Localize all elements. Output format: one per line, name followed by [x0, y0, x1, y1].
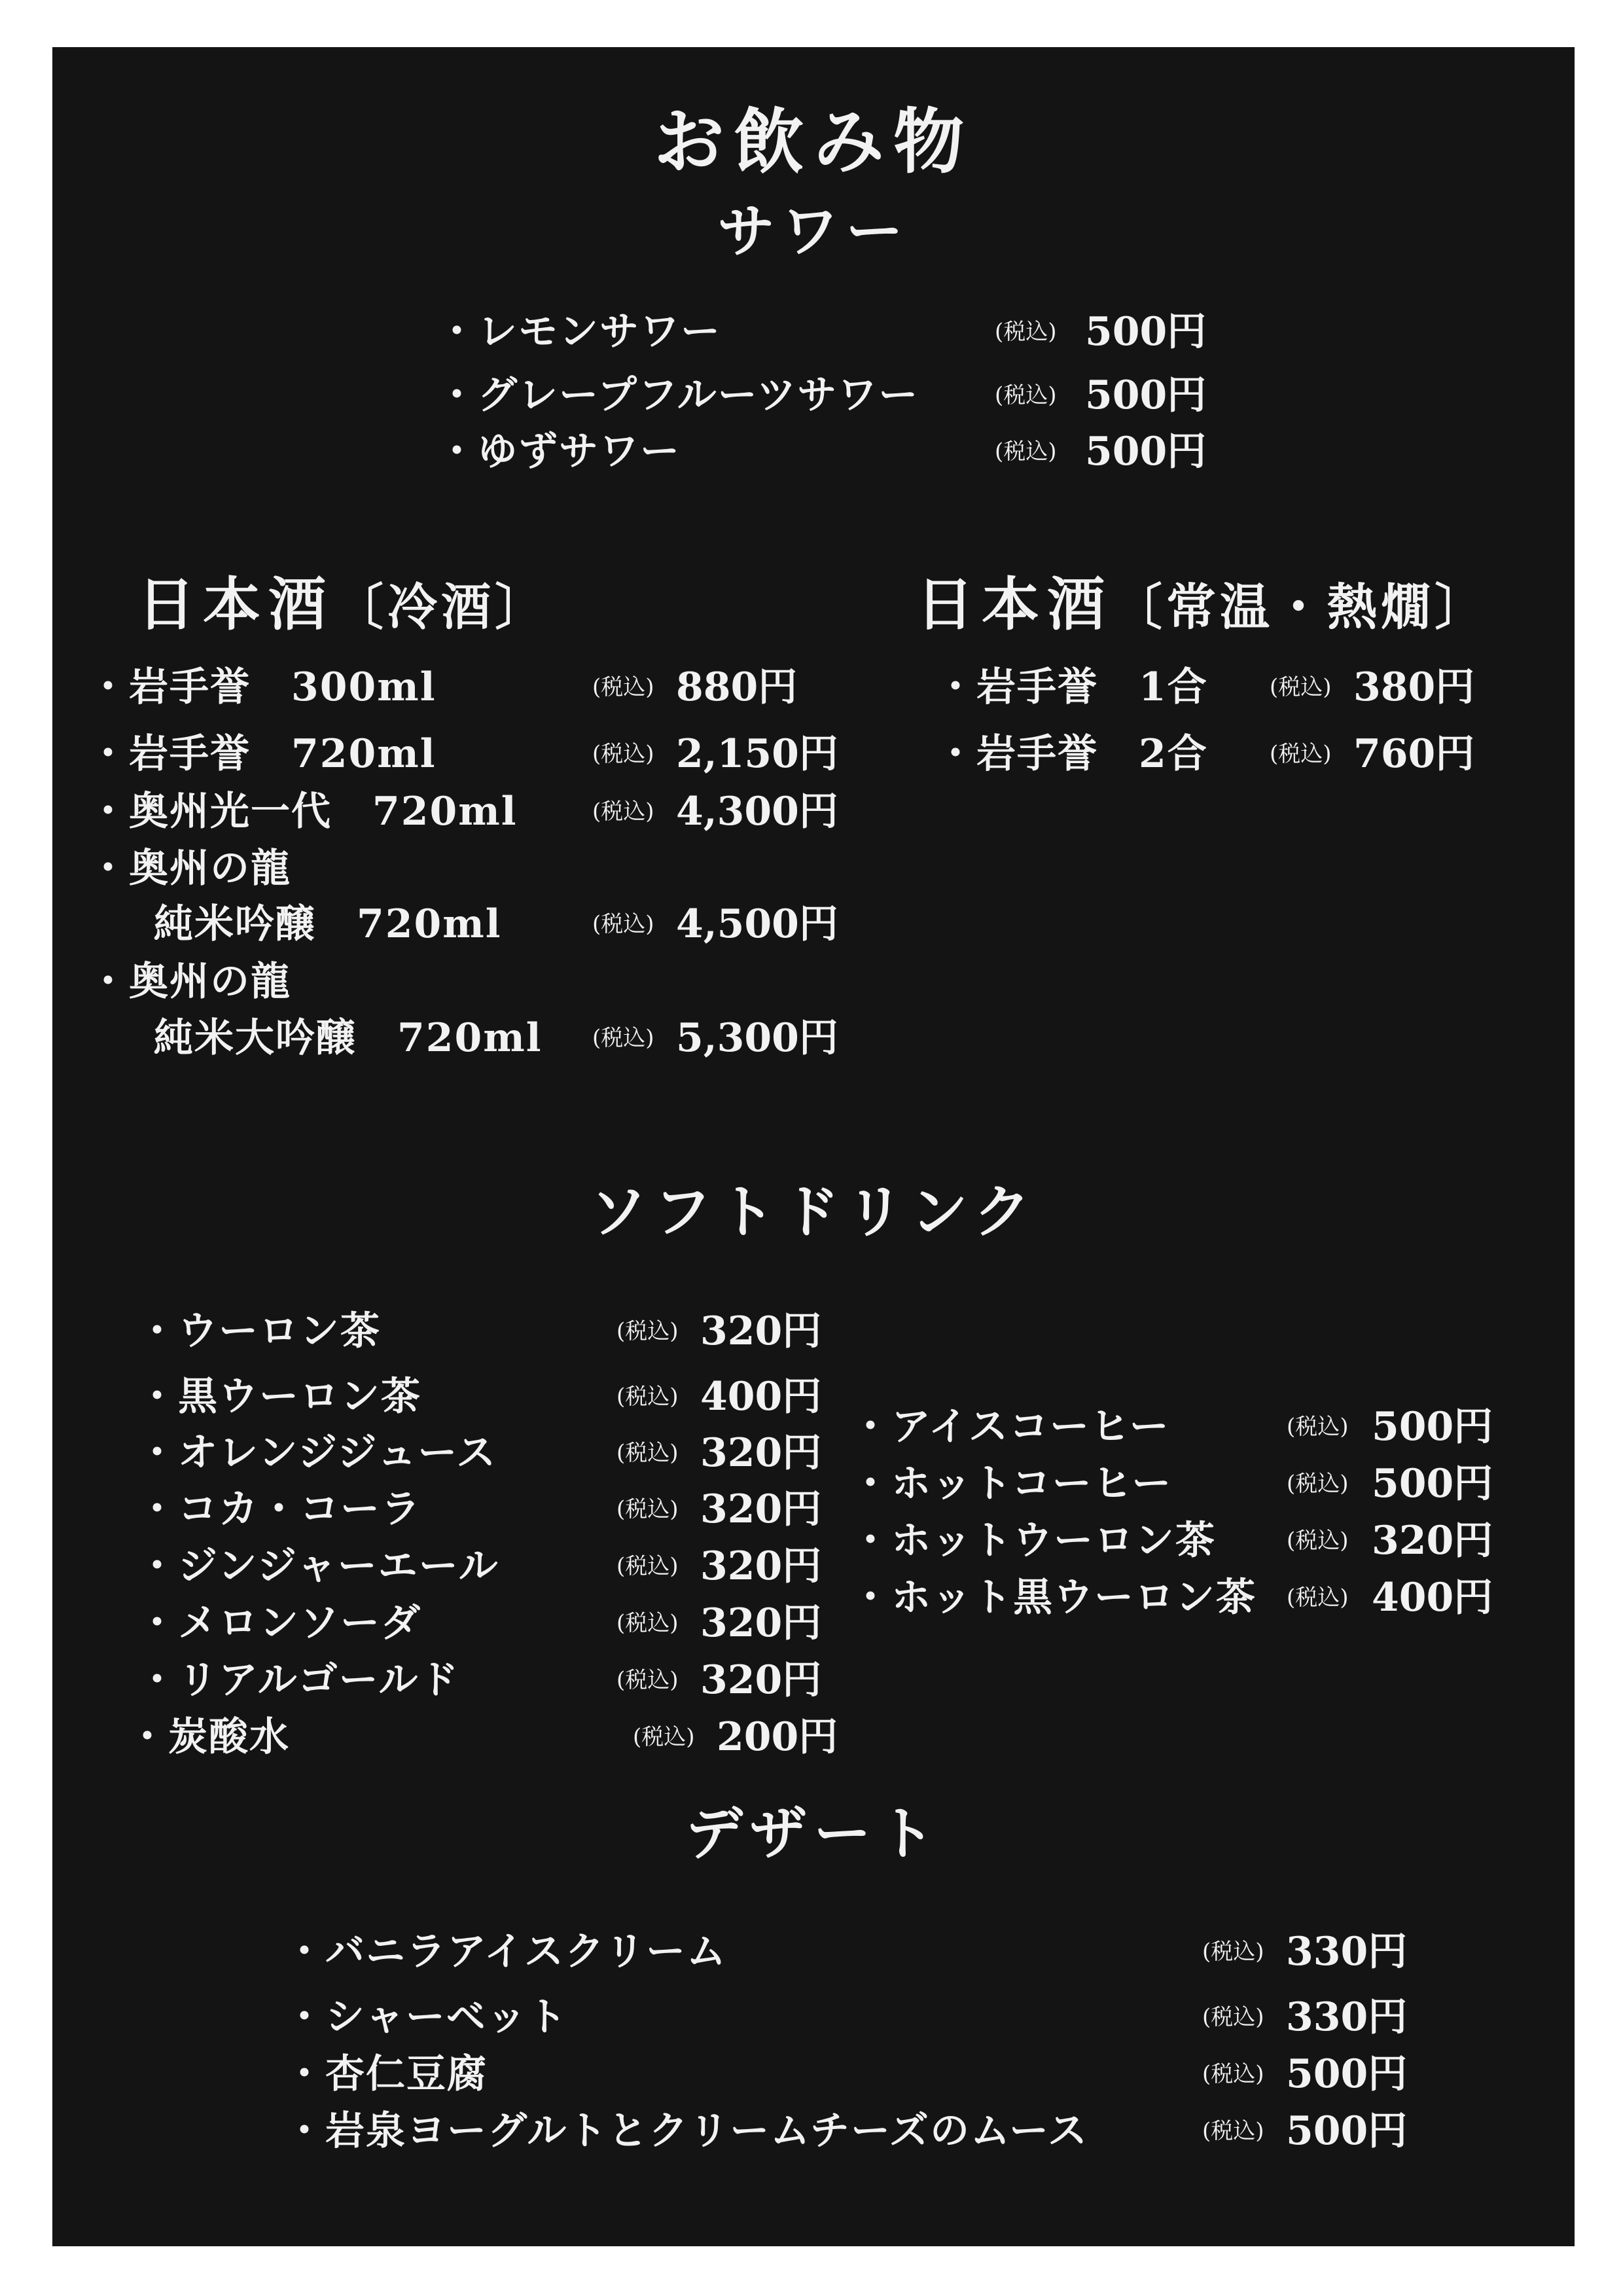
item-name: ・奥州の龍 [88, 846, 291, 891]
item-price: 330円 [1286, 1929, 1408, 1975]
item-price: 320円 [700, 1308, 822, 1354]
sake-cold-subtitle: 〔冷酒〕 [334, 578, 549, 636]
list-item [851, 1401, 1558, 1453]
item-name: ・奥州光一代 720ml [88, 789, 518, 834]
sour-heading: サワー [717, 197, 910, 265]
tax-label: (税込) [1287, 1528, 1349, 1554]
list-item [88, 956, 808, 1008]
list-item [137, 1540, 857, 1592]
list-item [285, 1926, 1528, 1978]
list-item [137, 1305, 857, 1357]
list-item [437, 425, 1288, 478]
item-price: 200円 [717, 1714, 838, 1760]
tax-label: (税込) [616, 1440, 679, 1466]
tax-label: (税込) [616, 1667, 679, 1693]
item-price: 400円 [1372, 1575, 1493, 1621]
item-price: 380円 [1353, 664, 1475, 710]
item-price: 320円 [700, 1543, 822, 1589]
list-item [88, 842, 808, 895]
item-name: ・バニラアイスクリーム [285, 1929, 727, 1975]
item-name: ・オレンジジュース [137, 1430, 497, 1476]
item-name: ・ゆずサワー [437, 429, 681, 475]
item-name: ・メロンソーダ [137, 1600, 421, 1646]
list-item [851, 1515, 1558, 1567]
item-name: ・リアルゴールド [137, 1657, 460, 1703]
tax-label: (税込) [1287, 1471, 1349, 1497]
tax-label: (税込) [616, 1384, 679, 1410]
item-price: 4,300円 [676, 789, 838, 834]
tax-label: (税込) [592, 911, 654, 937]
item-price: 4,500円 [676, 901, 838, 947]
item-name: ・岩手誉 300ml [88, 664, 437, 710]
list-item [285, 2105, 1528, 2157]
tax-label: (税込) [616, 1553, 679, 1579]
item-price: 320円 [1372, 1518, 1493, 1564]
item-name: ・レモンサワー [437, 309, 721, 355]
list-item [936, 661, 1558, 713]
list-item [851, 1571, 1558, 1624]
list-item [128, 1711, 847, 1763]
item-name: 純米吟醸 720ml [154, 901, 502, 947]
tax-label: (税込) [592, 1025, 654, 1051]
sake-warm-subtitle: 〔常温・熱燗〕 [1113, 578, 1489, 636]
item-price: 320円 [700, 1657, 822, 1703]
tax-label: (税込) [616, 1318, 679, 1344]
item-name: ・奥州の龍 [88, 959, 291, 1005]
list-item [936, 728, 1558, 780]
item-name: ・コカ・コーラ [137, 1486, 421, 1532]
tax-label: (税込) [616, 1496, 679, 1522]
item-name: ・ホット黒ウーロン茶 [851, 1575, 1257, 1621]
tax-label: (税込) [1202, 2061, 1264, 2087]
dessert-heading: デザート [685, 1799, 942, 1867]
tax-label: (税込) [1270, 741, 1332, 767]
item-price: 500円 [1085, 429, 1207, 475]
sake-cold-heading [137, 559, 548, 641]
item-price: 320円 [700, 1486, 822, 1532]
tax-label: (税込) [1287, 1585, 1349, 1611]
tax-label: (税込) [995, 439, 1057, 465]
item-price: 320円 [700, 1600, 822, 1646]
tax-label: (税込) [1202, 2118, 1264, 2144]
list-item [851, 1458, 1558, 1510]
tax-label: (税込) [616, 1610, 679, 1636]
item-name: ・ウーロン茶 [137, 1308, 381, 1354]
tax-label: (税込) [1202, 2004, 1264, 2030]
sake-warm-title: 日本酒 [916, 570, 1113, 638]
tax-label: (税込) [592, 741, 654, 767]
item-price: 880円 [676, 664, 798, 710]
item-name: ・杏仁豆腐 [285, 2051, 488, 2097]
tax-label: (税込) [1270, 674, 1332, 700]
item-name: ・ホットコーヒー [851, 1461, 1173, 1507]
item-name: ・炭酸水 [128, 1714, 290, 1760]
item-name: ・アイスコーヒー [851, 1404, 1170, 1450]
item-name: ・ジンジャーエール [137, 1543, 499, 1589]
list-item [137, 1597, 857, 1649]
tax-label: (税込) [592, 674, 654, 700]
tax-label: (税込) [995, 319, 1057, 345]
item-name: 純米大吟醸 720ml [154, 1015, 543, 1061]
tax-label: (税込) [592, 798, 654, 825]
item-price: 500円 [1085, 372, 1207, 418]
item-price: 320円 [700, 1430, 822, 1476]
item-price: 400円 [700, 1374, 822, 1420]
item-price: 2,150円 [676, 731, 838, 777]
item-price: 5,300円 [676, 1015, 838, 1061]
item-name: ・黒ウーロン茶 [137, 1374, 421, 1420]
list-item [88, 785, 838, 838]
list-item [437, 306, 1288, 358]
item-name: ・岩手誉 1合 [936, 664, 1208, 710]
item-name: ・ホットウーロン茶 [851, 1518, 1216, 1564]
item-price: 500円 [1286, 2108, 1408, 2154]
item-name: ・岩泉ヨーグルトとクリームチーズのムース [285, 2108, 1088, 2154]
item-price: 760円 [1353, 731, 1475, 777]
list-item [437, 369, 1288, 422]
sake-warm-heading [916, 559, 1488, 641]
drink-menu-board [52, 47, 1575, 2246]
tax-label: (税込) [1287, 1414, 1349, 1440]
item-price: 500円 [1372, 1461, 1493, 1507]
item-price: 500円 [1372, 1404, 1493, 1450]
tax-label: (税込) [995, 382, 1057, 408]
list-item [88, 898, 838, 950]
list-item [285, 1991, 1528, 2043]
list-item [137, 1427, 857, 1479]
list-item [88, 1012, 838, 1064]
list-item [137, 1371, 857, 1423]
soft-drink-heading: ソフトドリンク [589, 1177, 1038, 1246]
item-name: ・シャーベット [285, 1994, 568, 2040]
item-price: 500円 [1286, 2051, 1408, 2097]
item-name: ・岩手誉 2合 [936, 731, 1208, 777]
list-item [137, 1654, 857, 1706]
item-name: ・岩手誉 720ml [88, 731, 437, 777]
menu-title: お飲み物 [653, 101, 973, 183]
tax-label: (税込) [1202, 1939, 1264, 1965]
item-price: 330円 [1286, 1994, 1408, 2040]
tax-label: (税込) [633, 1724, 695, 1750]
item-price: 500円 [1085, 309, 1207, 355]
sake-cold-title: 日本酒 [137, 570, 334, 638]
item-name: ・グレープフルーツサワー [437, 372, 919, 418]
list-item [137, 1483, 857, 1535]
list-item [88, 728, 838, 780]
list-item [285, 2048, 1528, 2100]
list-item [88, 661, 808, 713]
